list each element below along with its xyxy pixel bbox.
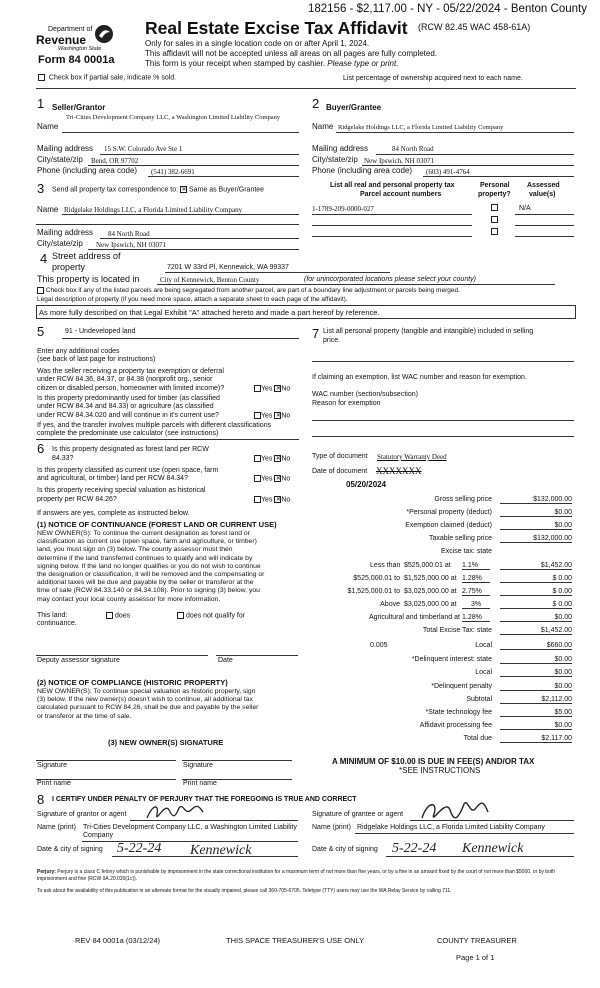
does-qualify: does [106,612,130,619]
q-historic-no[interactable] [274,496,281,503]
local-rate: 0.005 [370,642,388,649]
treasurer-space: THIS SPACE TREASURER'S USE ONLY [226,936,365,945]
exempt-value[interactable]: $0.00 [500,522,572,530]
tier4-to: $3,025,000.00 at [404,601,457,608]
total-state-label: Total Excise Tax: state [422,627,492,634]
same-as-buyer-checkbox[interactable] [180,186,187,193]
corr-name-label: Name [37,205,59,214]
this-land-label-1: This land: [37,612,68,619]
agri-label: Agricultural and timberland at [368,614,460,621]
section-3-number: 3 [37,181,45,196]
q-currentuse-yes[interactable] [254,475,261,482]
corr-mail[interactable]: 84 North Road [108,230,150,238]
q-currentuse-no[interactable] [274,475,281,482]
tier4-rate: 3% [462,601,490,609]
affidavit-row [312,722,572,734]
owner-print-label-1: Print name [37,780,71,787]
delinq-local-label: Local [475,669,492,676]
q-timber-no[interactable] [274,412,281,419]
tier1-from: Less than [370,562,401,569]
personal-value[interactable]: $0.00 [500,509,572,517]
grantee-sig-label: Signature of grantee or agent [312,811,404,818]
penalty-row [312,683,572,695]
exempt-row [312,522,572,534]
delinq-state-label: *Delinquent interest: state [411,656,492,663]
addl-codes-1: Enter any additional codes [37,348,120,355]
this-land-label-2: continuance. [37,620,77,627]
q-forest-2: 84.33? [52,455,74,462]
personal-heading-2: property? [478,191,511,198]
q-currentuse-answer: Yes ✕ No [254,475,290,482]
tech-value[interactable]: $5.00 [500,709,572,717]
page-number: Page 1 of 1 [456,953,495,962]
subtotal-row [312,696,572,708]
deputy-sig-label: Deputy assessor signature [37,657,120,664]
segregated-label: Check box if any of the listed parcels are being segregated from another parcel, are part of a boundary line adjustment or parcels being merged. [45,287,460,295]
tier4-from: Above [380,601,400,608]
revision: REV 84 0001a (03/12/24) [75,936,161,945]
local-value[interactable]: $660.00 [500,642,572,650]
if-yes-note: If answers are yes, complete as instructed below. [37,510,190,517]
doc-date-struck: XXXXXXX [376,466,422,476]
tier3-value[interactable]: $ 0.00 [500,588,572,596]
seller-city[interactable]: Bend, OR 97702 [91,157,139,165]
legal-description: As more fully described on that Legal Exhibit "A" attached hereto and made a part hereof by reference. [39,308,380,317]
header-line-1: Only for sales in a single location code on or after April 1, 2024. [145,39,370,48]
q-forest-no[interactable] [274,455,281,462]
gross-label: Gross selling price [434,496,492,503]
seller-name-label: Name [37,122,59,131]
q-exemption-yes[interactable] [254,385,261,392]
gross-value[interactable]: $132,000.00 [500,496,572,504]
affidavit-label: Affidavit processing fee [419,722,492,729]
q-timber-answer: Yes ✕ No [254,412,290,419]
corr-city[interactable]: New Ipswich, NH 03071 [96,241,166,249]
q-historic-2: property per RCW 84.26? [37,496,117,503]
owner-sig-label-2: Signature [183,762,213,769]
reason-label: Reason for exemption [312,400,381,407]
q-forest-yes[interactable] [254,455,261,462]
local-label: Local [475,642,492,649]
tax-correspondence-label: Send all property tax correspondence to: [52,186,179,194]
buyer-city[interactable]: New Ipswich, NH 03071 [364,157,434,165]
section-4-number: 4 [40,251,48,266]
tax-correspondence-row [52,186,264,193]
legal-desc-label: Legal description of property (if you need more space, attach a separate sheet to each page of the affidavit). [37,296,348,303]
q-multi-1: If yes, and the transfer involves multiple parcels with different classifications [37,422,272,429]
q-historic-answer: Yes ✕ No [254,496,290,503]
deputy-date-label: Date [218,657,233,664]
state-label: Washington State [58,46,102,52]
land-use-code[interactable]: 91 - Undeveloped land [65,328,136,335]
subtotal-label: Subtotal [466,696,492,703]
owner-sig-label-1: Signature [37,762,67,769]
affidavit-value[interactable]: $0.00 [500,722,572,730]
tech-row [312,709,572,721]
form-rcw: (RCW 82.45 WAC 458-61A) [418,22,531,32]
section-1-number: 1 [37,96,45,111]
buyer-name[interactable]: Ridgelake Holdings LLC, a Florida Limited Liability Company [338,124,504,131]
tech-label: *State technology fee [425,709,492,716]
doc-type-label: Type of document [312,453,368,460]
grantor-date[interactable]: 5-22-24 [117,841,162,856]
delinq-local-row [312,669,572,681]
buyer-name-label: Name [312,122,334,131]
notice-continuance-title: (1) NOTICE OF CONTINUANCE (FOREST LAND OR CURRENT USE) [37,520,277,529]
delinq-state-row [312,656,572,668]
q-historic-1: Is this property receiving special valuation as historical [37,487,206,494]
tier2-to: $1,525,000.00 at [404,575,457,582]
q-exemption-3: citizen or disabled person, homeowner with limited income)? [37,385,225,392]
does-checkbox[interactable] [106,612,113,619]
q-exemption-no[interactable] [274,385,281,392]
taxable-label: Taxable selling price [428,535,492,542]
located-label: This property is located in [37,274,140,284]
q-exemption-2: under RCW 84.36, 84.37, or 84.38 (nonprofit org., senior [37,376,213,383]
street-label-1: Street address of [52,251,121,261]
penalty-label: *Delinquent penalty [431,683,492,690]
section-6-number: 6 [37,441,45,456]
tier3-rate: 2.75% [462,588,490,596]
revenue-logo-icon [94,24,114,44]
located-note: (for unincorporated locations please select your county) [304,276,476,283]
excise-label: Excise tax: state [441,548,492,555]
delinq-local-value[interactable]: $0.00 [500,669,572,677]
seller-mail-label: Mailing address [37,144,94,153]
buyer-mail[interactable]: 84 North Road [392,145,434,153]
grantee-city[interactable]: Kennewick [462,841,524,856]
addl-codes-2: (see back of last page for instructions) [37,356,156,363]
buyer-phone[interactable]: (603) 491-4764 [426,168,470,176]
tier2-rate: 1.28% [462,575,490,583]
assessed-value-1[interactable]: N/A [519,205,531,212]
see-instructions: *SEE INSTRUCTIONS [399,766,481,775]
same-as-buyer-label: Same as Buyer/Grantee [188,186,265,194]
buyer-heading: Buyer/Grantee [326,103,382,112]
pct-ownership-note: List percentage of ownership acquired next to each name. [343,75,523,82]
street-address[interactable]: 7201 W 33rd Pl, Kennewick, WA 99337 [167,264,289,271]
doc-type[interactable]: Statutory Warranty Deed [377,453,447,461]
agri-value[interactable]: $0.00 [500,614,572,622]
doc-date-label: Date of document [312,468,368,475]
personal-prop-label-2: price. [323,337,341,344]
q-timber-2: under RCW 84.34 and 84.33) or agriculture (as classified [37,403,214,410]
header-line-3: This form is your receipt when stamped by cashier. Please type or print. [145,59,399,68]
tier3-to: $3,025,000.00 at [404,588,457,595]
personal-checkbox-2[interactable] [491,216,498,223]
segregated-row [37,287,460,294]
grantor-name-print[interactable]: Tri-Cities Development Company LLC, a Washington Limited Liability Company [83,824,297,839]
notice-compliance-body: NEW OWNER(S): To continue special valuation as historic property, sign (3) below. If the new owner(s) doesn't wish to continue, all additional tax calculated pursuant to RCW 84.26, shall be due and payable by the seller or transferor at the time of sale. [37,688,259,720]
seller-heading: Seller/Grantor [52,103,106,112]
partial-sale-label: Check box if partial sale, indicate % sold. [48,74,177,82]
seller-city-label: City/state/zip [37,155,83,164]
assessed-heading-1: Assessed [527,182,560,189]
partial-sale-row [38,74,176,81]
segregated-checkbox[interactable] [37,287,44,294]
parcel-number-1[interactable]: 1-1789-209-0000-027 [312,205,374,213]
excise-row [312,548,572,560]
q-currentuse-2: and agricultural, or timber) land per RCW 84.34? [37,475,188,482]
minimum-note: A MINIMUM OF $10.00 IS DUE IN FEE(S) AND/OR TAX [332,757,535,766]
q-timber-1: Is this property predominantly used for timber (as classified [37,395,220,402]
subtotal-value[interactable]: $2,112.00 [500,696,572,704]
seller-phone-label: Phone (including area code) [37,166,138,175]
personal-label: *Personal property (deduct) [406,509,492,516]
parcels-heading-1: List all real and personal property tax [330,182,455,189]
buyer-mail-label: Mailing address [312,144,369,153]
personal-checkbox-1[interactable] [491,204,498,211]
perjury-notice: Perjury: Perjury is a class C felony which is punishable by imprisonment in the state correctional institution for a maximum term of not more than five years, or by a fine in an amount fixed by the court of not more than $5000, or by both imprisonment and fine (RCW 9A.20.020(1c)). [37,869,556,882]
doc-date[interactable]: 05/20/2024 [346,480,387,489]
q-exemption-answer: Yes ✕ No [254,385,290,392]
notice-continuance-body: NEW OWNER(S): To continue the current designation as forest land or classification as current use (open space, farm and agriculture, or timber) land, you must sign on (3) below. The county assessor must then determine if the land transferred continues to qualify and will indicate by signing below. If the land no longer qualifies or you do not wish to continue the designation or classification, it will be removed and the compensating or additional taxes will be due and payable by the seller or transferor at the time of sale (RCW 84.33.140 or 84.34.108). Prior to signing (3) below, you may contact your local county assessor for more information. [37,530,265,603]
personal-heading-1: Personal [480,182,510,189]
grantee-date[interactable]: 5-22-24 [392,841,437,856]
q-forest-answer: Yes ✕ No [254,455,290,462]
q-timber-3: under RCW 84.34.020 and will continue in it's current use? [37,412,219,419]
section-7-number: 7 [312,326,320,341]
q-forest-1: Is this property designated as forest land per RCW [52,446,209,453]
grantor-name-label: Name (print) [37,824,76,831]
personal-checkbox-3[interactable] [491,228,498,235]
seller-phone[interactable]: (541) 382-6691 [151,168,195,176]
does-not-checkbox[interactable] [177,612,184,619]
grantee-name-print[interactable]: Ridgelake Holdings LLC, a Florida Limited Liability Company [357,824,545,831]
does-not-qualify: does not qualify for [177,612,245,619]
located-value[interactable]: City of Kennewick, Benton County [160,276,260,284]
revenue-logo-text: Revenue [36,33,87,47]
partial-sale-checkbox[interactable] [38,74,45,81]
section-2-number: 2 [312,96,320,111]
seller-mail[interactable]: 15 S.W. Colorado Ave Ste 1 [104,145,183,153]
q-currentuse-1: Is this property classified as current use (open space, farm [37,467,219,474]
grantor-sig-label: Signature of grantor or agent [37,811,127,818]
penalty-value[interactable]: $0.00 [500,683,572,691]
dept-label: Department of [48,26,93,33]
total-state-row [312,627,572,639]
tier2-value[interactable]: $ 0.00 [500,575,572,583]
wac-label: WAC number (section/subsection) [312,391,418,398]
q-multi-2: complete the predominate use calculator (see instructions) [37,430,219,437]
exemption-label: If claiming an exemption, list WAC number and reason for exemption. [312,374,527,381]
section-8-number: 8 [37,792,45,807]
corr-mail-label: Mailing address [37,228,94,237]
notice-compliance-title: (2) NOTICE OF COMPLIANCE (HISTORIC PROPERTY) [37,678,228,687]
q-exemption-1: Was the seller receiving a property tax exemption or deferral [37,368,224,375]
assessed-heading-2: value(s) [529,191,556,198]
q-historic-yes[interactable] [254,496,261,503]
buyer-city-label: City/state/zip [312,155,358,164]
corr-name[interactable]: Ridgelake Holdings LLC, a Florida Limited Liability Company [64,206,243,214]
total-row [312,735,572,747]
buyer-phone-label: Phone (including area code) [312,166,413,175]
tier4-value[interactable]: $ 0.00 [500,601,572,609]
form-title: Real Estate Excise Tax Affidavit [145,18,408,38]
q-timber-yes[interactable] [254,412,261,419]
header-line-2: This affidavit will not be accepted unless all areas on all pages are fully completed. [145,49,438,58]
total-state-value[interactable]: $1,452.00 [500,627,572,635]
tier1-rate: 1.1% [462,562,490,570]
local-row [312,642,572,654]
tier1-to: $525,000.01 at [404,562,451,569]
street-label-2: property [52,262,86,272]
parcels-heading-2: Parcel account numbers [360,191,442,198]
taxable-row [312,535,572,547]
personal-prop-label-1: List all personal property (tangible and intangible) included in selling [323,328,534,335]
delinq-state-value[interactable]: $0.00 [500,656,572,664]
gross-row [312,496,572,508]
certify-statement: I CERTIFY UNDER PENALTY OF PERJURY THAT THE FOREGOING IS TRUE AND CORRECT [52,796,357,803]
form-number: Form 84 0001a [38,54,115,66]
grantee-name-label: Name (print) [312,824,351,831]
exempt-label: Exemption claimed (deduct) [405,522,492,529]
alt-format-note: To ask about the availability of this publication in an alternate format for the visually impaired, please call 360-705-6705. Teletype (TTY) users may use the WA Relay Service by calling 711. [37,888,452,894]
taxable-value[interactable]: $132,000.00 [500,535,572,543]
legal-description-box[interactable] [36,305,576,319]
filing-stamp: 182156 - $2,117.00 - NY - 05/22/2024 - Benton County [308,3,587,15]
tier1-value[interactable]: $1,452.00 [500,562,572,570]
corr-city-label: City/state/zip [37,239,83,248]
tier2-from: $525,000.01 to [353,575,400,582]
grantor-city[interactable]: Kennewick [190,843,252,858]
grantor-date-label: Date & city of signing [37,846,103,853]
section-5-number: 5 [37,324,45,339]
county-treasurer: COUNTY TREASURER [437,936,517,945]
owner-print-label-2: Print name [183,780,217,787]
total-value[interactable]: $2,117.00 [500,735,572,743]
personal-row [312,509,572,521]
grantee-date-label: Date & city of signing [312,846,378,853]
agri-rate: 1.28% [462,614,490,622]
total-label: Total due [463,735,492,742]
grantee-signature[interactable] [418,798,490,826]
seller-name[interactable]: Tri-Cities Development Company LLC, a Washington Limited Liability Company [66,114,281,121]
tier3-from: $1,525,000.01 to [347,588,400,595]
new-owner-sig-title: (3) NEW OWNER(S) SIGNATURE [108,738,224,747]
